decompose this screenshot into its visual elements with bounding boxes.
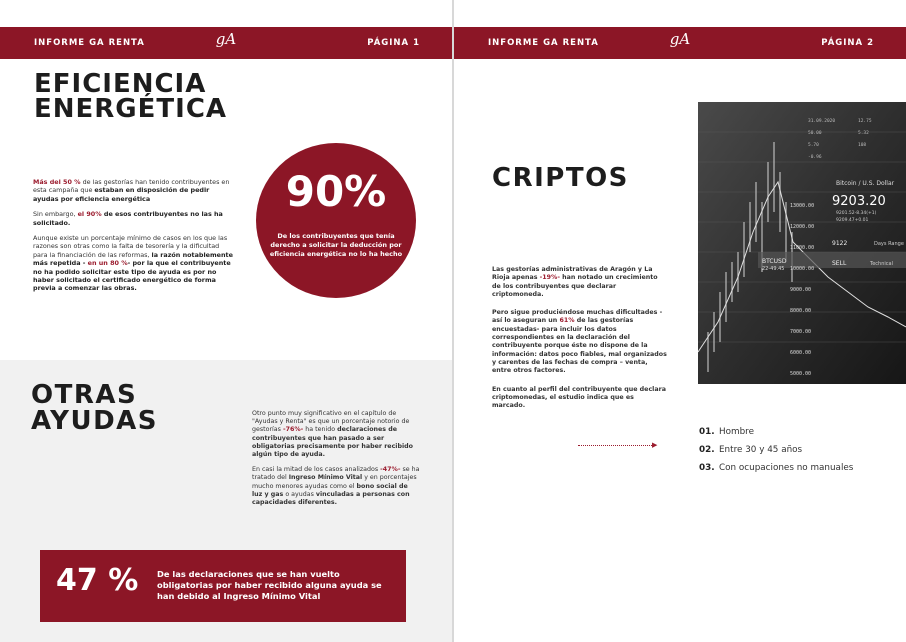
photo-ticker: BTCUSD <box>762 258 787 265</box>
section-title-eficiencia <box>34 69 228 124</box>
text: Las gestorías administrativas de Aragón y La Rioja apenas <box>492 266 653 282</box>
highlight: el 90% <box>77 210 102 219</box>
arrow-right-icon: ▶ <box>652 441 658 449</box>
paragraph <box>33 210 233 227</box>
text: ha tenido <box>303 426 338 434</box>
section-title-otras-ayudas <box>31 382 158 434</box>
paragraph <box>492 309 667 375</box>
bold-text: declaraciones de contribuyentes que han pasado a ser obligatorias precisamente por haber recibido algún tipo de ayuda. <box>252 426 413 459</box>
photo-axis-label: 9000.00 <box>790 287 812 293</box>
paragraph <box>252 410 420 459</box>
title-line: OTRAS <box>31 380 138 410</box>
photo-axis-label: 5000.00 <box>790 371 812 377</box>
photo-axis-label: 12000.00 <box>790 224 815 230</box>
bold-text: estaban en disposición de pedir ayudas por eficiencia energética <box>33 186 210 203</box>
text: Pero sigue produciéndose muchas dificultades - así lo aseguran un <box>492 309 663 325</box>
photo-sub: 9201.52-8.34(+1) <box>836 211 877 216</box>
list-label: Entre 30 y 45 años <box>719 445 803 455</box>
photo-ticker-value: 22-49.45 <box>762 266 785 272</box>
text: Sin embargo, <box>33 210 78 219</box>
page-2 <box>454 0 906 642</box>
photo-axis-label: 8000.00 <box>790 308 812 314</box>
list-number: 01. <box>699 427 715 437</box>
photo-top-number: 108 <box>858 143 867 148</box>
list-number: 03. <box>699 463 715 473</box>
stat-caption: De los contribuyentes que tenía derecho a solicitar la deducción por eficiencia energética no lo ha hecho <box>269 232 403 258</box>
list-item <box>699 459 853 477</box>
photo-axis-label: 10000.00 <box>790 266 815 272</box>
highlight: 61% <box>559 317 575 325</box>
photo-top-number: 31.09.2020 <box>808 119 836 124</box>
list-label: Con ocupaciones no manuales <box>719 463 854 473</box>
photo-axis-label: 7000.00 <box>790 329 812 335</box>
bold-text: Ingreso Mínimo Vital <box>288 474 363 482</box>
header-title: INFORME GA RENTA <box>488 38 599 48</box>
photo-sub: 9209.47+0.01 <box>836 218 869 223</box>
photo-top-number: 5.32 <box>858 131 869 136</box>
stat-value: 90% <box>285 167 387 216</box>
photo-label: Days Range <box>874 241 904 247</box>
title-line: EFICIENCIA <box>34 69 207 99</box>
dotted-line <box>578 445 656 446</box>
photo-label: SELL <box>832 260 847 267</box>
highlight: Más del 50 % <box>33 178 81 186</box>
text: Otro punto muy significativo en el capítulo de "Ayudas y Renta" es que un porcentaje notorio de gestorías <box>252 410 410 434</box>
text: Aunque existe un porcentaje mínimo de casos en los que las razones son otras como la falta de tesorería y la dificultad para la financiación de las reformas, <box>33 234 228 259</box>
page-header <box>454 27 906 59</box>
page-1 <box>0 0 452 642</box>
text: han notado un crecimiento de los contribuyentes que declarar criptomoneda. <box>492 274 658 298</box>
list-item <box>699 441 853 459</box>
stat-circle <box>256 143 416 298</box>
otras-ayudas-text <box>252 410 420 514</box>
stat-caption: De las declaraciones que se han vuelto obligatorias por haber recibido alguna ayuda se han debido al Ingreso Mínimo Vital <box>157 569 382 601</box>
photo-pair: Bitcoin / U.S. Dollar <box>836 180 895 187</box>
page-number: PÁGINA 1 <box>367 38 420 48</box>
photo-bid: 9122 <box>832 240 848 247</box>
ga-logo: gA <box>669 30 691 48</box>
profile-list <box>699 423 853 477</box>
highlight: -19%- <box>539 274 560 282</box>
page-number: PÁGINA 2 <box>821 38 874 48</box>
text: de las gestorías encuestadas- para incluir los datos correspondientes en la declaración del contribuyente porque éste no dispone de la información: datos poco fiables, mal organizados y carentes de las fechas de compra – venta, entre otros factores. <box>492 317 667 375</box>
paragraph <box>492 266 667 299</box>
photo-top-number: 5.70 <box>808 143 819 148</box>
photo-axis-label: 6000.00 <box>790 350 812 356</box>
highlight: -76%- <box>282 426 304 434</box>
photo-top-number: -0.96 <box>808 155 822 160</box>
paragraph <box>252 466 420 507</box>
section-title-criptos: CRIPTOS <box>492 163 629 193</box>
list-item <box>699 423 853 441</box>
highlight: en un 80 % <box>87 259 128 268</box>
photo-axis-label: 11000.00 <box>790 245 815 251</box>
stock-screen-image <box>698 102 906 384</box>
text: y en porcentajes mucho menores ayudas como el <box>252 474 417 490</box>
title-line: AYUDAS <box>31 406 159 436</box>
text: En casi la mitad de los casos analizados <box>252 466 381 474</box>
paragraph: En cuanto al perfil del contribuyente que declara criptomonedas, el estudio indica que es marcado. <box>492 385 666 410</box>
list-number: 02. <box>699 445 715 455</box>
text: o ayudas <box>283 490 316 498</box>
paragraph <box>33 178 233 203</box>
page-header <box>0 27 452 59</box>
header-title: INFORME GA RENTA <box>34 38 145 48</box>
text: se ha tratado del <box>252 466 420 482</box>
highlight: -47%- <box>380 466 401 474</box>
stat-box <box>40 550 406 622</box>
list-label: Hombre <box>719 427 754 437</box>
bold-text: - por la que el contribuyente no ha podido solicitar este tipo de ayuda es por no haber solicitado el certificado energético de forma previa a comenzar las obras. <box>33 259 231 293</box>
photo-axis-label: 13000.00 <box>790 203 815 209</box>
criptos-text <box>492 266 667 420</box>
photo-price: 9203.20 <box>832 194 886 209</box>
photo-top-number: 50.00 <box>808 131 822 136</box>
paragraph <box>33 234 233 293</box>
text: de las gestorías han tenido contribuyentes en esta campaña que <box>33 178 230 195</box>
eficiencia-text <box>33 178 233 300</box>
photo-top-number: 12.75 <box>858 119 872 124</box>
bold-text: vinculadas a personas con capacidades diferentes. <box>252 490 410 507</box>
bold-text: la razón notablemente más repetida - <box>33 250 233 268</box>
photo-label: Technical <box>870 261 893 267</box>
crypto-chart-photo <box>698 102 906 384</box>
ga-logo: gA <box>215 30 237 48</box>
stat-value: 47 % <box>56 563 139 598</box>
bold-text: bono social de luz y gas <box>252 482 408 498</box>
title-line: ENERGÉTICA <box>34 94 228 124</box>
bold-text: de esos contribuyentes no las ha solicitado. <box>33 210 223 227</box>
